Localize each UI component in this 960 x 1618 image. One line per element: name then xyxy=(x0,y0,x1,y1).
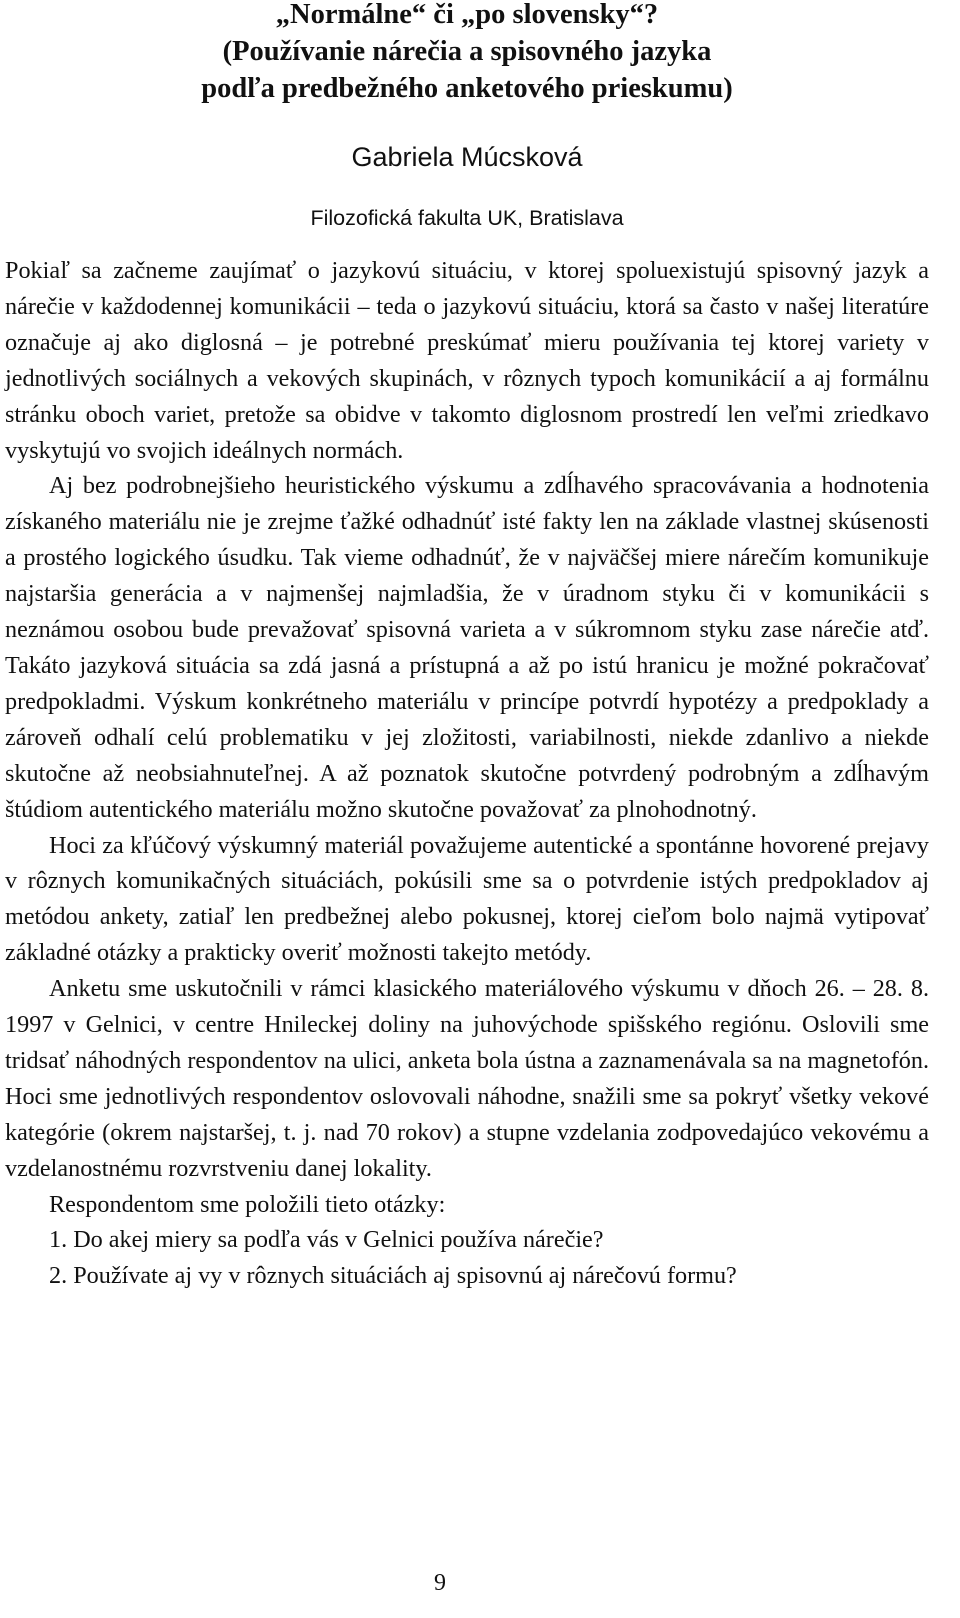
question-item-1: 1. Do akej miery sa podľa vás v Gelnici používa nárečie? xyxy=(49,1226,604,1254)
paragraph-4: Anketu sme uskutočnili v rámci klasického materiálového výskumu v dňoch 26. – 28. 8. 1997 v Gelnici, v centre Hnileckej doliny na juhovýchode spišského regiónu. Oslovili sme tridsať náhodných respondentov na ulici, anketa bola ústna a zaznamenávala sa na magnetofón. Hoci sme jednotlivých respondentov oslovovali náhodne, snažili sme sa pokryť všetky vekové kategórie (okrem najstaršej, t. j. nad 70 rokov) a stupne vzdelania zodpovedajúco vekovému a vzdelanostnému rozvrstveniu danej lokality. xyxy=(5,975,929,1182)
title-line-3: podľa predbežného anketového prieskumu) xyxy=(201,73,733,104)
questions-intro: Respondentom sme položili tieto otázky: xyxy=(49,1190,446,1218)
paragraph-1: Pokiaľ sa začneme zaujímať o jazykovú situáciu, v ktorej spoluexistujú spisovný jazyk a nárečie v každodennej komunikácii – teda o jazykovú situáciu, ktorá sa často v našej literatúre označuje aj ako diglosná – je potrebné preskúmať mieru používania tej ktorej variety v jednotlivých sociálnych a vekových skupinách, v rôznych typoch komunikácií a aj formálnu stránku oboch variet, pretože sa obidve v takomto diglosnom prostredí len veľmi zriedkavo vyskytujú vo svojich ideálnych normách. xyxy=(5,257,929,464)
question-item-2: 2. Používate aj vy v rôznych situáciách aj spisovnú aj nárečovú formu? xyxy=(49,1262,737,1290)
article-title xyxy=(5,0,929,107)
title-line-1: „Normálne“ či „po slovensky“? xyxy=(275,0,659,30)
author-name: Gabriela Múcsková xyxy=(351,142,583,172)
article-page xyxy=(5,0,929,1294)
paragraph-2: Aj bez podrobnejšieho heuristického výskumu a zdĺhavého spracovávania a hodnotenia získaného materiálu nie je zrejme ťažké odhadnúť isté fakty len na základe vlastnej skúsenosti a prostého logického úsudku. Tak vieme odhadnúť, že v najväčšej miere nárečím komunikuje najstaršia generácia a v najmenšej najmladšia, že v úradnom styku či v komunikácii s neznámou osobou bude prevažovať spisovná varieta a v súkromnom styku zase nárečie atď. Takáto jazyková situácia sa zdá jasná a prístupná a až po istú hranicu je možné pokračovať predpokladmi. Výskum konkrétneho materiálu v princípe potvrdí hypotézy a predpoklady a zároveň odhalí celú problematiku v jej zložitosti, variabilnosti, niekde zdanlivo a niekde skutočne až neobsiahnuteľnej. A až poznatok skutočne potvrdený podrobným a zdĺhavým štúdiom autentického materiálu možno skutočne považovať za plnohodnotný. xyxy=(5,472,929,823)
author-affiliation: Filozofická fakulta UK, Bratislava xyxy=(310,206,624,230)
article-body xyxy=(5,253,929,1187)
page-number: 9 xyxy=(434,1570,446,1596)
title-line-2: (Používanie nárečia a spisovného jazyka xyxy=(222,36,712,67)
questions-list xyxy=(5,1187,929,1295)
paragraph-3: Hoci za kľúčový výskumný materiál považujeme autentické a spontánne hovorené prejavy v rôznych komunikačných situáciách, pokúsili sme sa o potvrdenie istých predpokladov aj metódou ankety, zatiaľ len predbežnej alebo pokusnej, ktorej cieľom bolo najmä vytipovať základné otázky a prakticky overiť možnosti takejto metódy. xyxy=(5,831,929,967)
